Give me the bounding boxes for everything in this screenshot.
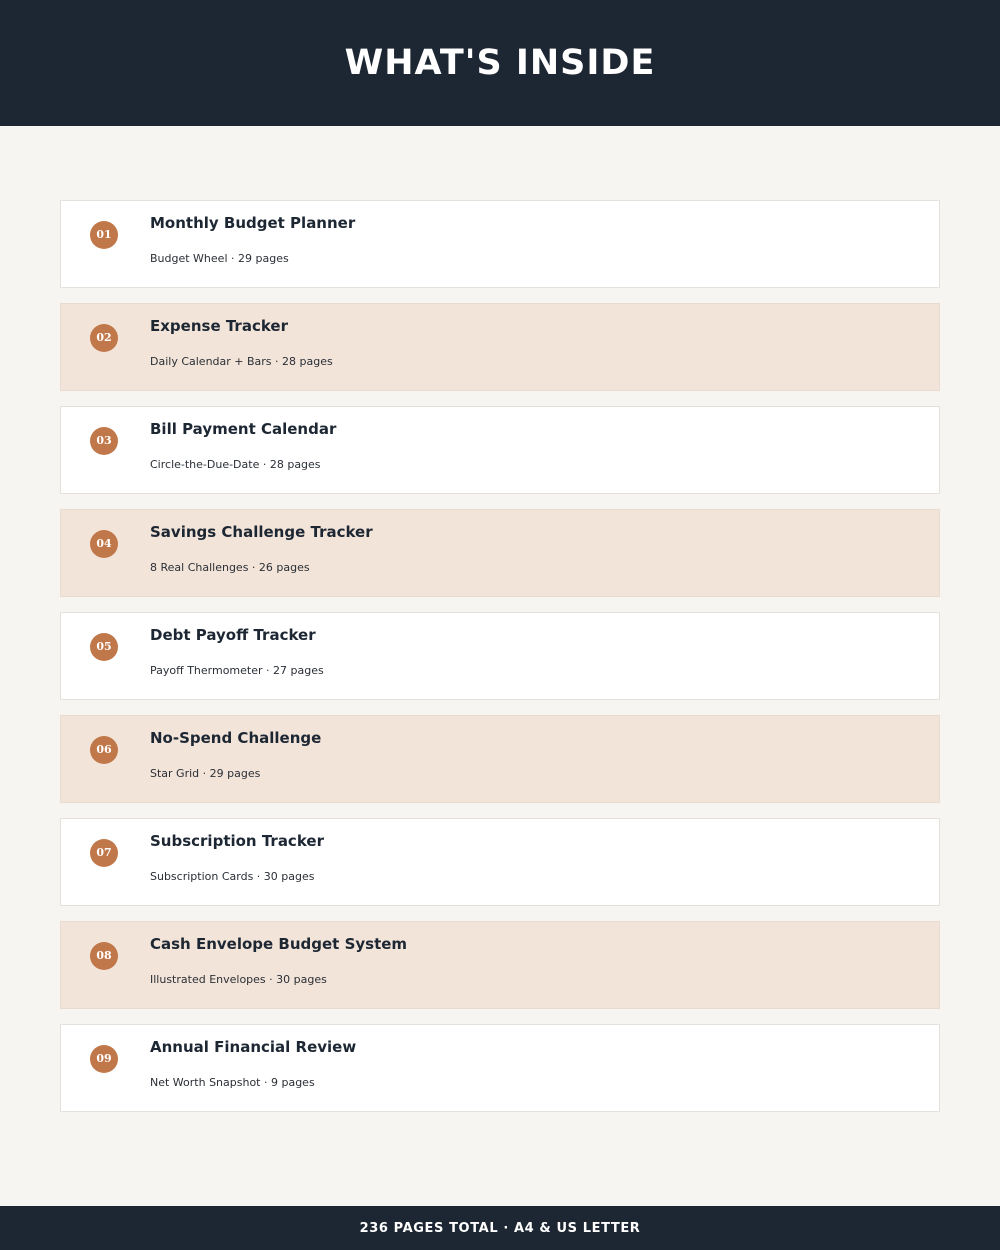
item-number-badge: 03: [90, 427, 118, 455]
item-title: Bill Payment Calendar: [150, 420, 337, 438]
item-subtitle: Daily Calendar + Bars · 28 pages: [150, 355, 333, 368]
page-title: WHAT'S INSIDE: [344, 43, 656, 83]
item-title: Savings Challenge Tracker: [150, 523, 373, 541]
item-title: Subscription Tracker: [150, 832, 324, 850]
item-number-badge: 05: [90, 633, 118, 661]
item-title: Monthly Budget Planner: [150, 214, 356, 232]
footer-banner: [0, 1206, 1000, 1250]
contents-list: [60, 200, 940, 1127]
item-subtitle: Net Worth Snapshot · 9 pages: [150, 1076, 315, 1089]
item-title: No-Spend Challenge: [150, 729, 322, 747]
list-item: [60, 509, 940, 597]
list-item: [60, 406, 940, 494]
item-number-badge: 02: [90, 324, 118, 352]
item-title: Cash Envelope Budget System: [150, 935, 408, 953]
item-subtitle: 8 Real Challenges · 26 pages: [150, 561, 310, 574]
item-title: Debt Payoff Tracker: [150, 626, 316, 644]
list-item: [60, 921, 940, 1009]
item-title: Expense Tracker: [150, 317, 288, 335]
item-number-badge: 08: [90, 942, 118, 970]
list-item: [60, 1024, 940, 1112]
list-item: [60, 612, 940, 700]
list-item: [60, 303, 940, 391]
item-subtitle: Subscription Cards · 30 pages: [150, 870, 315, 883]
list-item: [60, 200, 940, 288]
item-subtitle: Circle-the-Due-Date · 28 pages: [150, 458, 321, 471]
item-subtitle: Illustrated Envelopes · 30 pages: [150, 973, 327, 986]
item-subtitle: Payoff Thermometer · 27 pages: [150, 664, 324, 677]
list-item: [60, 818, 940, 906]
footer-text: 236 PAGES TOTAL · A4 & US LETTER: [359, 1220, 641, 1236]
item-number-badge: 06: [90, 736, 118, 764]
item-number-badge: 01: [90, 221, 118, 249]
list-item: [60, 715, 940, 803]
item-subtitle: Star Grid · 29 pages: [150, 767, 261, 780]
item-title: Annual Financial Review: [150, 1038, 357, 1056]
item-number-badge: 09: [90, 1045, 118, 1073]
item-subtitle: Budget Wheel · 29 pages: [150, 252, 289, 265]
header-banner: [0, 0, 1000, 126]
item-number-badge: 07: [90, 839, 118, 867]
item-number-badge: 04: [90, 530, 118, 558]
